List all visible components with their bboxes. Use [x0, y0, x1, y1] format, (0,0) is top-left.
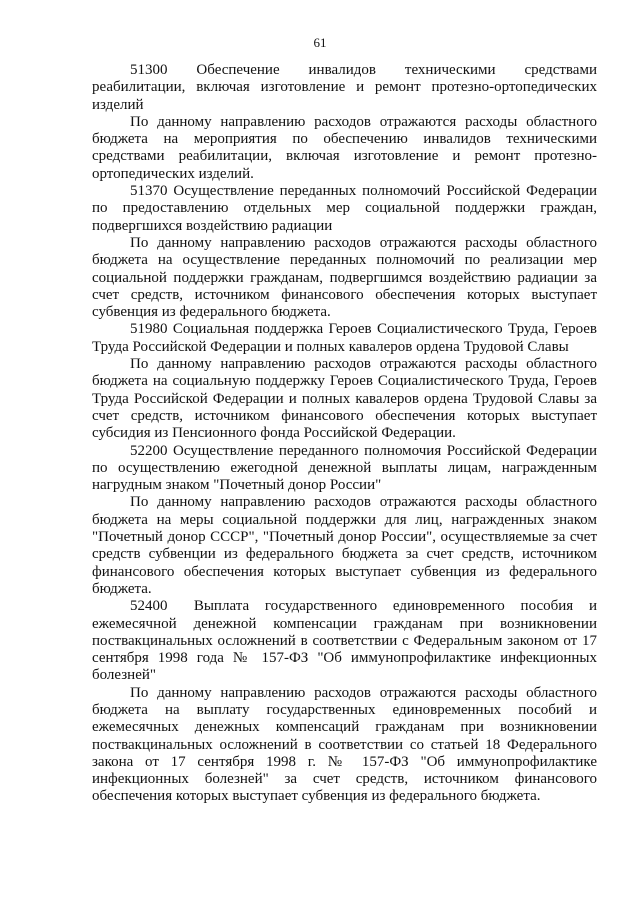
section-text-52200: По данному направлению расходов отражаются расходы областного бюджета на меры социальной поддержки для лиц, награжденных знаком "Почетный донор СССР", "Почетный донор России", осуществляемые за счет средств субвенции из федерального бюджета за счет средств, источником финансового обеспечения которых выступает субвенция из федерального бюджета.: [92, 494, 597, 597]
section-text-51370: По данному направлению расходов отражаются расходы областного бюджета на осуществление переданных полномочий по реализации мер социальной поддержки гражданам, подвергшимся воздействию радиации за счет средств, источником финансового обеспечения которых выступает субвенция из федерального бюджета.: [92, 234, 597, 321]
section-text-51300: По данному направлению расходов отражаются расходы областного бюджета на мероприятия по обеспечению инвалидов техническими средствами реабилитации, включая изготовление и ремонт протезно-ортопедических изделий.: [92, 113, 597, 182]
section-heading-51370: 51370 Осуществление переданных полномочий Российской Федерации по предоставлению отдельных мер социальной поддержки граждан, подвергшихся воздействию радиации: [92, 183, 597, 234]
section-text-52400: По данному направлению расходов отражаются расходы областного бюджета на выплату государственных единовременных пособий и ежемесячных денежных компенсаций гражданам при возникновении поствакцинальных осложнений в соответствии со статьей 18 Федерального закона от 17 сентября 1998 г. № 157-ФЗ "Об иммунопрофилактике инфекционных болезней" за счет средств, источником финансового обеспечения которых выступает субвенция из федерального бюджета.: [92, 684, 597, 805]
section-heading-51980: 51980 Социальная поддержка Героев Социалистического Труда, Героев Труда Российской Федерации и полных кавалеров ордена Трудовой Славы: [92, 321, 597, 355]
section-heading-52200: 52200 Осуществление переданного полномочия Российской Федерации по осуществлению ежегодной денежной выплаты лицам, награжденным нагрудным знаком "Почетный донор России": [92, 442, 597, 494]
document-body: [92, 62, 597, 806]
section-heading-52400: 52400 Выплата государственного единовременного пособия и ежемесячной денежной компенсации гражданам при возникновении поствакцинальных осложнений в соответствии с Федеральным законом от 17 сентября 1998 года № 157-ФЗ "Об иммунопрофилактике инфекционных болезней": [92, 598, 597, 684]
section-text-51980: По данному направлению расходов отражаются расходы областного бюджета на социальную поддержку Героев Социалистического Труда, Героев Труда Российской Федерации и полных кавалеров ордена Трудовой Славы за счет средств, источником финансового обеспечения которых выступает субсидия из Пенсионного фонда Российской Федерации.: [92, 356, 597, 442]
section-heading-51300: 51300 Обеспечение инвалидов техническими средствами реабилитации, включая изготовление и ремонт протезно-ортопедических изделий: [92, 62, 597, 113]
page-number: 61: [313, 35, 327, 50]
